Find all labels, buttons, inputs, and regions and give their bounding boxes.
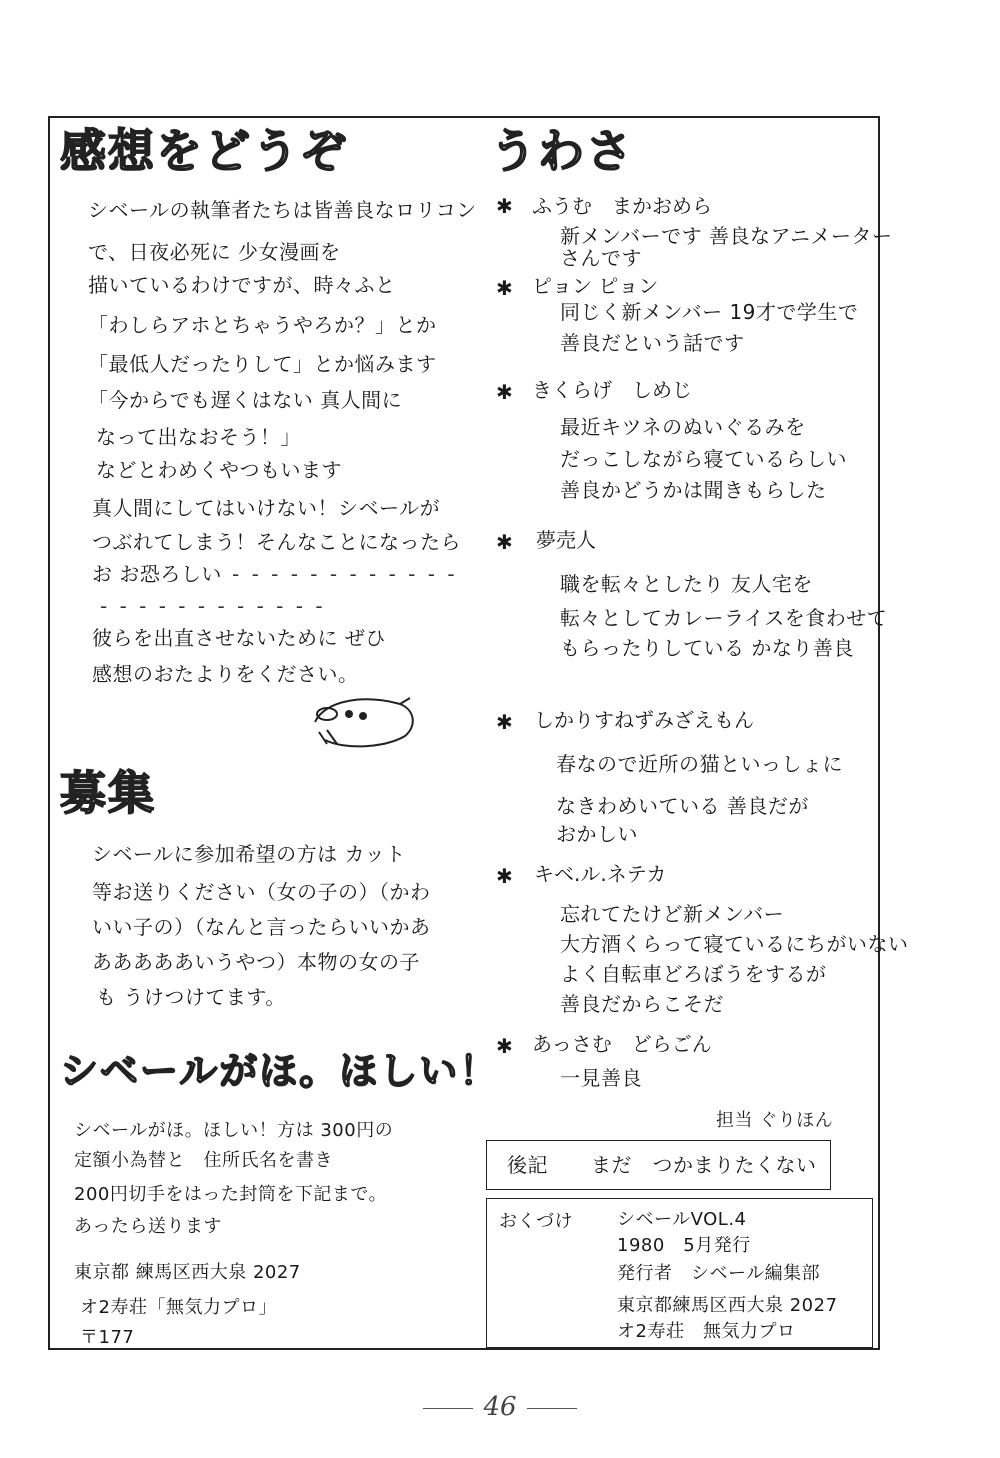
- boshu-heading: 募集: [60, 766, 156, 820]
- page-number-text: 46: [483, 1392, 517, 1422]
- text-line: なって出なおそう！」: [96, 425, 301, 449]
- text-line: 「最低人だったりして」とか悩みます: [88, 352, 437, 376]
- rumor-line: さんです: [560, 246, 642, 270]
- text-line: お お恐ろしい: [92, 562, 222, 586]
- text-line: 定額小為替と 住所氏名を書き: [74, 1150, 333, 1171]
- text-line: シベールに参加希望の方は カット: [92, 842, 406, 866]
- text-line: あああああいうやつ）本物の女の子: [92, 950, 420, 974]
- colophon-box: [486, 1198, 873, 1348]
- rumor-line: よく自転車どろぼうをするが: [560, 962, 827, 986]
- text-line: 彼らを出直させないために ぜひ: [92, 626, 386, 650]
- text-line: 描いているわけですが、時々ふと: [88, 273, 396, 297]
- rumor-name: あっさむ どらごん: [532, 1032, 712, 1056]
- star-icon: ✱: [496, 530, 513, 554]
- text-line: 感想のおたよりをください。: [92, 662, 359, 686]
- rumor-name: しかりすねずみざえもん: [534, 708, 754, 732]
- rumor-line: 春なので近所の猫といっしょに: [556, 752, 843, 776]
- address-line: 〒177: [80, 1327, 135, 1348]
- rumor-line: 善良だからこそだ: [560, 992, 724, 1016]
- star-icon: ✱: [496, 276, 513, 300]
- colophon-line: 東京都練馬区西大泉 2027: [617, 1295, 838, 1316]
- star-icon: ✱: [496, 380, 513, 404]
- rumor-line: 新メンバーです 善良なアニメーター: [560, 224, 893, 248]
- text-line: いい子の）（なんと言ったらいいかあ: [92, 915, 431, 939]
- rumor-line: 大方酒くらって寝ているにちがいない: [560, 932, 909, 956]
- colophon-line: 1980 5月発行: [617, 1235, 751, 1256]
- text-line: 「わしらアホとちゃうやろか？」とか: [88, 313, 437, 337]
- text-line: も うけつけてます。: [96, 985, 286, 1009]
- colophon-line: 発行者 シベール編集部: [617, 1263, 821, 1284]
- text-line: 真人間にしてはいけない！シベールが: [92, 496, 441, 520]
- rumor-line: だっこしながら寝ているらしい: [560, 447, 847, 471]
- text-line: 「今からでも遅くはない 真人間に: [88, 388, 403, 412]
- rumor-line: 一見善良: [560, 1066, 642, 1090]
- rumor-name: きくらげ しめじ: [532, 378, 692, 402]
- afterword-box: [486, 1140, 831, 1190]
- text-line: 200円切手をはった封筒を下記まで。: [74, 1184, 387, 1205]
- rumor-line: 忘れてたけど新メンバー: [560, 902, 785, 926]
- text-line: 等お送りください（女の子の）（かわ: [92, 880, 431, 904]
- hoshii-heading: シベールがほ。ほしい！: [60, 1049, 500, 1093]
- rumor-line: 同じく新メンバー 19才で学生で: [560, 300, 859, 324]
- rumor-line: 善良だという話です: [560, 331, 745, 355]
- star-icon: ✱: [496, 194, 513, 218]
- rumor-name: キベ.ル.ネテカ: [534, 862, 667, 886]
- text-line: シベールがほ。ほしい！方は 300円の: [74, 1120, 394, 1141]
- rumor-line: おかしい: [556, 822, 638, 846]
- rumor-name: 夢売人: [536, 528, 596, 552]
- dashed-line: - - - - - - - - - - - -: [232, 562, 458, 586]
- rumor-line: なきわめいている 善良だが: [556, 794, 809, 818]
- text-line: つぶれてしまう！そんなことになったら: [92, 530, 461, 554]
- address-line: 東京都 練馬区西大泉 2027: [74, 1262, 301, 1283]
- rumor-line: もらったりしている かなり善良: [560, 636, 854, 660]
- kansou-heading: 感想をどうぞ: [60, 124, 348, 178]
- text-line: などとわめくやつもいます: [96, 458, 342, 482]
- rumor-name: ふうむ まかおめら: [532, 194, 712, 218]
- page-number: [0, 1392, 1000, 1422]
- rumor-line: 最近キツネのぬいぐるみを: [560, 415, 806, 439]
- afterword-text: まだ つかまりたくない: [591, 1153, 817, 1177]
- colophon-label: おくづけ: [499, 1211, 573, 1232]
- rumor-name: ピョン ピョン: [532, 274, 659, 298]
- rule-right: [527, 1408, 577, 1409]
- star-icon: ✱: [496, 864, 513, 888]
- rule-left: [423, 1408, 473, 1409]
- colophon-line: オ2寿荘 無気力プロ: [617, 1321, 796, 1342]
- rumor-line: 転々としてカレーライスを食わせて: [560, 606, 888, 630]
- text-line: シベールの執筆者たちは皆善良なロリコン: [88, 198, 477, 222]
- address-line: オ2寿荘「無気力プロ」: [80, 1297, 277, 1318]
- star-icon: ✱: [496, 710, 513, 734]
- afterword-label: 後記: [507, 1153, 548, 1177]
- creature-doodle: [305, 692, 420, 752]
- rumor-line: 善良かどうかは聞きもらした: [560, 478, 827, 502]
- colophon-line: シベールVOL.4: [617, 1209, 747, 1230]
- tantou-credit: 担当 ぐりほん: [716, 1110, 834, 1131]
- uwasa-heading: うわさ: [490, 124, 634, 178]
- text-line: で、日夜必死に 少女漫画を: [88, 240, 341, 264]
- star-icon: ✱: [496, 1034, 513, 1058]
- rumor-line: 職を転々としたり 友人宅を: [560, 572, 813, 596]
- text-line: あったら送ります: [74, 1216, 222, 1237]
- dashed-line: - - - - - - - - - - - -: [100, 594, 326, 618]
